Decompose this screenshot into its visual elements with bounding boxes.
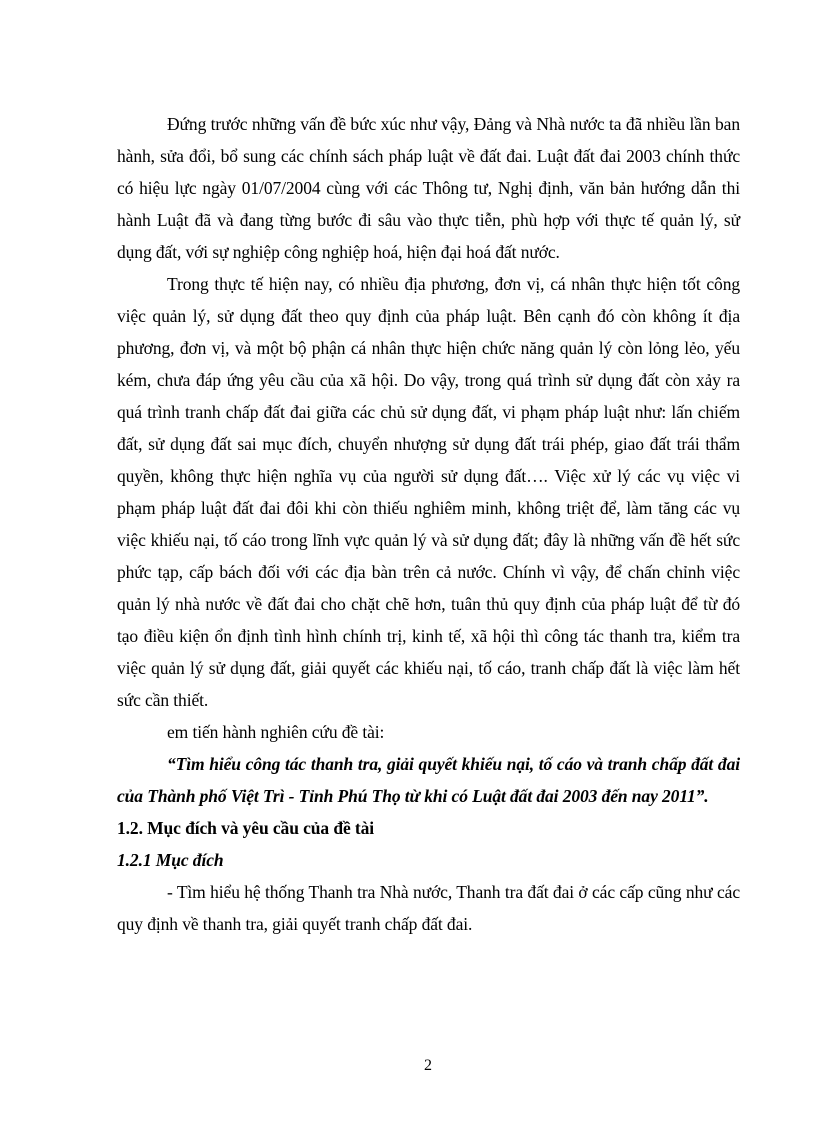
section-heading: 1.2. Mục đích và yêu cầu của đề tài (117, 818, 375, 838)
paragraph-context: Trong thực tế hiện nay, có nhiều địa phương, đơn vị, cá nhân thực hiện tốt công việc quản lý, sử dụng đất theo quy định của pháp luật. Bên cạnh đó còn không ít địa phương, đơn vị, và một bộ phận cá nhân thực hiện chức năng quản lý còn lỏng lẻo, yếu kém, chưa đáp ứng yêu cầu của xã hội. Do vậy, trong quá trình sử dụng đất còn xảy ra quá trình tranh chấp đất đai giữa các chủ sử dụng đất, vi phạm pháp luật như: lấn chiếm đất, sử dụng đất sai mục đích, chuyển nhượng sử dụng đất trái phép, giao đất trái thẩm quyền, không thực hiện nghĩa vụ của người sử dụng đất…. Việc xử lý các vụ việc vi phạm pháp luật đất đai đôi khi còn thiếu nghiêm minh, không triệt để, làm tăng các vụ việc khiếu nại, tố cáo trong lĩnh vực quản lý và sử dụng đất; đây là những vấn đề hết sức phức tạp, cấp bách đối với các địa bàn trên cả nước. Chính vì vậy, để chấn chỉnh việc quản lý nhà nước về đất đai cho chặt chẽ hơn, tuân thủ quy định của pháp luật để từ đó tạo điều kiện ổn định tình hình chính trị, kinh tế, xã hội thì công tác thanh tra, kiểm tra việc quản lý sử dụng đất, giải quyết các khiếu nại, tố cáo, tranh chấp đất là việc làm hết sức cần thiết. (117, 274, 740, 710)
subsection-heading: 1.2.1 Mục đích (117, 850, 224, 870)
page-number: 2 (424, 1057, 432, 1074)
document-body (117, 108, 740, 940)
paragraph-purpose: - Tìm hiểu hệ thống Thanh tra Nhà nước, Thanh tra đất đai ở các cấp cũng như các quy định về thanh tra, giải quyết tranh chấp đất đai. (117, 882, 740, 934)
paragraph-intro: Đứng trước những vấn đề bức xúc như vậy, Đảng và Nhà nước ta đã nhiều lần ban hành, sửa đổi, bổ sung các chính sách pháp luật về đất đai. Luật đất đai 2003 chính thức có hiệu lực ngày 01/07/2004 cùng với các Thông tư, Nghị định, văn bản hướng dẫn thi hành Luật đã và đang từng bước đi sâu vào thực tiễn, phù hợp với thực tế quản lý, sử dụng đất, với sự nghiệp công nghiệp hoá, hiện đại hoá đất nước. (117, 114, 740, 262)
topic-title: “Tìm hiểu công tác thanh tra, giải quyết khiếu nại, tố cáo và tranh chấp đất đai của Thành phố Việt Trì - Tỉnh Phú Thọ từ khi có Luật đất đai 2003 đến nay 2011”. (117, 754, 740, 806)
paragraph-research-lead: em tiến hành nghiên cứu đề tài: (167, 722, 385, 742)
